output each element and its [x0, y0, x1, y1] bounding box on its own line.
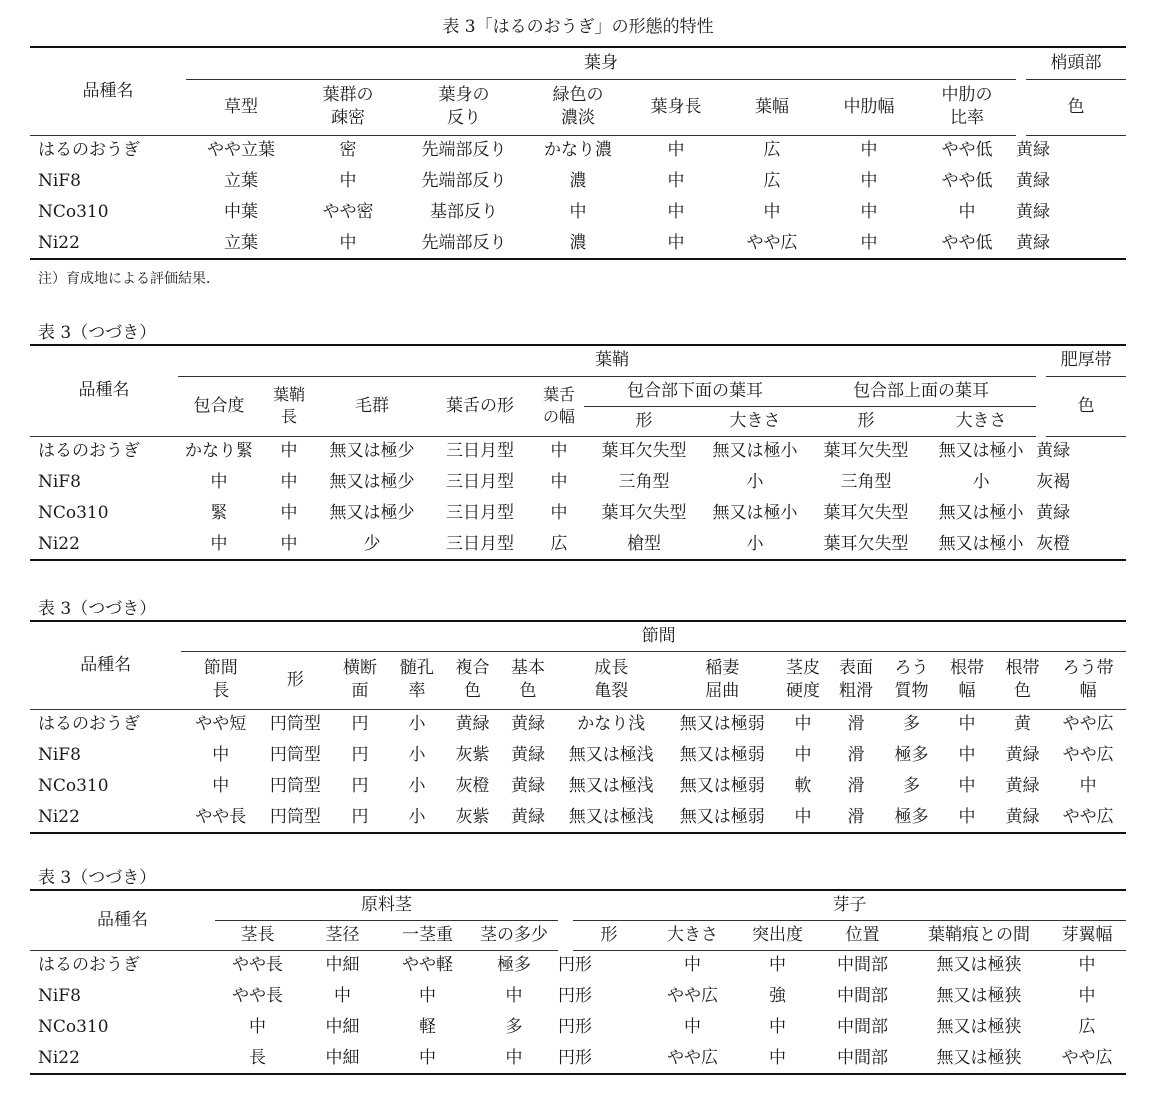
- table-cell: 黄緑: [995, 802, 1051, 833]
- variety-name: Ni22: [30, 529, 178, 560]
- table3-internode-traits: [30, 620, 1126, 834]
- table-cell: 黄緑: [1016, 171, 1050, 192]
- table-cell: 三日月型: [426, 529, 534, 560]
- column-header: [828, 651, 884, 709]
- table-cell: 先端部反り: [400, 228, 528, 259]
- table1-title: 表 3「はるのおうぎ」の形態的特性: [442, 17, 714, 37]
- column-header-line: 葉身の 反り: [438, 85, 490, 128]
- column-header: [995, 651, 1051, 709]
- table-cell: 中間部: [837, 955, 888, 976]
- column-header-line: ろう 質物: [894, 658, 929, 701]
- table-cell: 滑: [847, 776, 865, 797]
- column-header-line: 髄孔 率: [400, 658, 434, 701]
- table3-column-headers: [30, 651, 1126, 709]
- variety-name: NiF8: [38, 745, 81, 766]
- table-cell: 灰紫: [455, 745, 490, 766]
- table-row: [30, 467, 1126, 498]
- column-header-line: 緑色の 濃淡: [552, 85, 604, 128]
- table-cell: やや広: [1062, 745, 1114, 766]
- table-cell: 中: [178, 529, 260, 560]
- table-cell: 中: [470, 1043, 558, 1074]
- table-cell: 小: [389, 802, 445, 833]
- column-header: 一茎重: [385, 920, 470, 950]
- table-cell: 黄緑: [455, 714, 490, 735]
- name-header: 品種名: [30, 890, 215, 950]
- column-header: 大きさ: [704, 406, 806, 436]
- table-cell: 三日月型: [446, 441, 514, 462]
- table-cell: 小: [408, 776, 426, 797]
- table-cell: 無又は極小: [926, 529, 1036, 560]
- table-cell: 中: [249, 1017, 266, 1038]
- group-header-bud: 芽子: [573, 890, 1126, 920]
- table-cell: 中: [339, 171, 357, 192]
- table-cell: やや低: [941, 171, 993, 192]
- table-cell: 円: [351, 714, 369, 735]
- table-cell: 中: [860, 140, 878, 161]
- table1-note: 注）育成地による評価結果．: [38, 271, 220, 287]
- table-cell: やや広: [1062, 714, 1114, 735]
- column-header: 色: [1046, 376, 1126, 436]
- table-cell: 中: [260, 529, 318, 560]
- table-cell: 多: [902, 714, 920, 735]
- table-cell: 中: [958, 745, 976, 766]
- table-cell: 無又は極小: [712, 503, 798, 524]
- table-cell: 緊: [210, 503, 228, 524]
- table-cell: 中: [667, 140, 685, 161]
- table-cell: 無又は極弱: [679, 714, 765, 735]
- table-cell: 無又は極浅: [568, 745, 654, 766]
- table-cell: 立葉: [186, 228, 296, 259]
- table-cell: 広: [763, 171, 781, 192]
- column-header: [884, 651, 940, 709]
- column-header-line: 葉舌 の幅: [542, 385, 575, 426]
- table-cell: 先端部反り: [421, 171, 507, 192]
- column-header: 大きさ: [926, 406, 1036, 436]
- column-header: 葉舌の形: [426, 376, 534, 436]
- table3-title: 表 3（つづき）: [38, 599, 157, 619]
- table-cell: 中: [1079, 776, 1097, 797]
- table-cell: 中: [280, 441, 298, 462]
- table-cell: 無又は極浅: [556, 802, 667, 833]
- table4-body: [30, 950, 1126, 1074]
- table-cell: 中: [794, 745, 812, 766]
- variety-name: はるのおうぎ: [38, 955, 140, 976]
- column-header: [939, 651, 995, 709]
- column-header-line: 根帯 色: [1005, 658, 1040, 701]
- table-cell: 濃: [528, 228, 628, 259]
- variety-name: NiF8: [38, 171, 81, 192]
- table-cell: 中: [794, 714, 812, 735]
- table-cell: 葉耳欠失型: [806, 529, 926, 560]
- variety-name: NCo310: [38, 503, 109, 524]
- group-header-thick-band: 肥厚帯: [1046, 345, 1126, 376]
- table-cell: 無又は極弱: [667, 802, 778, 833]
- table-cell: 円筒型: [269, 714, 321, 735]
- table-cell: 葉耳欠失型: [823, 441, 909, 462]
- table-cell: 中: [740, 1043, 815, 1074]
- table-cell: 中: [1078, 986, 1096, 1007]
- column-header: [389, 651, 445, 709]
- subgroup-upper-auricle: 包合部上面の葉耳: [806, 376, 1036, 406]
- table-cell: 円形: [558, 1043, 573, 1074]
- table-cell: かなり濃: [544, 140, 612, 161]
- table-cell: 黄緑: [511, 745, 545, 766]
- table-cell: 無又は極弱: [679, 776, 765, 797]
- column-header: 葉身長: [628, 79, 724, 135]
- table-cell: 黄緑: [511, 776, 545, 797]
- table-cell: 少: [318, 529, 426, 560]
- variety-name: Ni22: [30, 802, 181, 833]
- column-header-line: ろう帯 幅: [1062, 658, 1114, 701]
- table-cell: 広: [1078, 1017, 1096, 1038]
- column-header-line: 茎皮 硬度: [785, 658, 820, 701]
- table-cell: 中: [667, 202, 685, 223]
- table-cell: やや広: [645, 1043, 740, 1074]
- table-row: [30, 740, 1126, 771]
- column-header: [918, 79, 1016, 135]
- column-header-line: 基本 色: [511, 658, 545, 701]
- name-header: 品種名: [30, 345, 178, 436]
- group-header-raw-stalk: 原料茎: [215, 890, 558, 920]
- table-cell: 中: [212, 745, 230, 766]
- table-cell: かなり緊: [185, 441, 253, 462]
- table-cell: 黄緑: [1016, 202, 1050, 223]
- table-cell: 中: [550, 441, 568, 462]
- table-cell: 基部反り: [430, 202, 498, 223]
- table-cell: 中: [385, 1043, 470, 1074]
- column-header-line: 節間 長: [203, 658, 238, 701]
- column-header: 草型: [186, 79, 296, 135]
- table-cell: 円形: [558, 1017, 592, 1038]
- group-header-internode: 節間: [181, 621, 1126, 651]
- table-cell: 中: [280, 503, 298, 524]
- table-cell: 中細: [300, 1043, 385, 1074]
- table-cell: 中間部: [815, 1043, 910, 1074]
- table-cell: 極多: [894, 745, 929, 766]
- table-cell: 滑: [828, 802, 884, 833]
- table-cell: 無又は極狭: [936, 1017, 1022, 1038]
- table-cell: 小: [408, 714, 426, 735]
- table-cell: 密: [339, 140, 357, 161]
- column-header: 茎長: [215, 920, 300, 950]
- table1-leaf-traits: [30, 46, 1126, 260]
- table-cell: 立葉: [224, 171, 258, 192]
- table-row: [30, 950, 1126, 981]
- table-cell: 灰紫: [445, 802, 501, 833]
- table-cell: 中葉: [224, 202, 258, 223]
- table-cell: 広: [763, 140, 781, 161]
- table-cell: 小: [746, 472, 764, 493]
- table-cell: 黄緑: [1005, 745, 1040, 766]
- table-cell: 中: [958, 776, 976, 797]
- table-cell: 中: [212, 776, 230, 797]
- column-header-line: 根帯 幅: [949, 658, 984, 701]
- column-header-line: 中肋の 比率: [941, 85, 993, 128]
- table-cell: 円筒型: [269, 776, 321, 797]
- table-cell: やや短: [195, 714, 247, 735]
- variety-name: はるのおうぎ: [38, 140, 140, 161]
- table-cell: 中: [820, 228, 918, 259]
- table-cell: 中: [769, 1017, 786, 1038]
- variety-name: NCo310: [38, 776, 109, 797]
- variety-name: NiF8: [38, 986, 81, 1007]
- table-cell: 中: [939, 802, 995, 833]
- column-header: [331, 651, 390, 709]
- table-cell: やや密: [322, 202, 374, 223]
- table-cell: 円: [351, 776, 369, 797]
- table-cell: 中: [419, 986, 436, 1007]
- table-cell: 黄緑: [500, 802, 556, 833]
- column-header: [667, 651, 778, 709]
- column-header: 毛群: [318, 376, 426, 436]
- column-header: [556, 651, 667, 709]
- table-cell: 無又は極少: [329, 441, 415, 462]
- table-cell: 中: [860, 202, 878, 223]
- subgroup-lower-auricle: 包合部下面の葉耳: [584, 376, 806, 406]
- table-cell: 三角型: [840, 472, 892, 493]
- table-cell: 葉耳欠失型: [601, 503, 687, 524]
- table-cell: 中間部: [837, 1017, 888, 1038]
- column-header: 突出度: [740, 920, 815, 950]
- column-header: [260, 651, 331, 709]
- table-cell: 中: [778, 802, 828, 833]
- table-cell: やや長: [181, 802, 260, 833]
- variety-name: Ni22: [30, 1043, 215, 1074]
- table-cell: 先端部反り: [421, 140, 507, 161]
- column-header: 大きさ: [645, 920, 740, 950]
- table-cell: やや低: [918, 228, 1016, 259]
- table-row: [30, 529, 1126, 560]
- table-cell: 無又は極少: [329, 472, 415, 493]
- table-cell: 無又は極浅: [568, 776, 654, 797]
- table-cell: 葉耳欠失型: [823, 503, 909, 524]
- table-cell: 長: [215, 1043, 300, 1074]
- table-cell: やや立葉: [207, 140, 275, 161]
- table-row: [30, 1043, 1126, 1074]
- table-cell: 中: [210, 472, 228, 493]
- table-cell: やや長: [232, 986, 283, 1007]
- table-cell: 中: [628, 228, 724, 259]
- table-cell: 円形: [558, 986, 592, 1007]
- table-cell: 中: [569, 202, 587, 223]
- table2-sheath-traits: [30, 344, 1126, 561]
- column-header: [260, 376, 318, 436]
- table-cell: 灰橙: [1036, 529, 1046, 560]
- table4-stalk-bud-traits: [30, 889, 1126, 1075]
- name-header: 品種名: [30, 621, 181, 709]
- group-header-leaf-sheath: 葉鞘: [178, 345, 1036, 376]
- column-header: 形: [806, 406, 926, 436]
- column-header: [1050, 651, 1126, 709]
- name-header: 品種名: [30, 47, 186, 135]
- table-cell: 小: [408, 745, 426, 766]
- table-row: [30, 981, 1126, 1012]
- table-cell: 小: [972, 472, 990, 493]
- variety-name: はるのおうぎ: [38, 714, 140, 735]
- column-header-line: 葉鞘 長: [272, 385, 305, 426]
- table-cell: 強: [769, 986, 786, 1007]
- table-cell: 多: [505, 1017, 523, 1038]
- table-cell: 三日月型: [446, 503, 514, 524]
- table-cell: 中: [684, 1017, 701, 1038]
- table-cell: 濃: [569, 171, 587, 192]
- column-header: [400, 79, 528, 135]
- table3-body: [30, 709, 1126, 833]
- table-cell: 中: [769, 955, 786, 976]
- variety-name: はるのおうぎ: [38, 441, 140, 462]
- table-cell: 中: [280, 472, 298, 493]
- table-cell: 無又は極弱: [679, 745, 765, 766]
- table-row: [30, 498, 1126, 529]
- column-header-line: 表面 粗滑: [838, 658, 873, 701]
- table-cell: 中: [296, 228, 400, 259]
- table-cell: 中間部: [837, 986, 888, 1007]
- table-row: [30, 709, 1126, 740]
- table-cell: 無又は極小: [938, 441, 1024, 462]
- table-cell: 円形: [558, 955, 592, 976]
- variety-name: NiF8: [38, 472, 81, 493]
- table-cell: 多: [902, 776, 920, 797]
- table-cell: 無又は極小: [712, 441, 798, 462]
- table4-title: 表 3（つづき）: [38, 868, 157, 888]
- table-cell: 三角型: [618, 472, 670, 493]
- table-cell: 円筒型: [269, 745, 321, 766]
- table-cell: やや広: [1048, 1043, 1126, 1074]
- group-header-leaf-blade: 葉身: [186, 47, 1016, 79]
- table-cell: 軟: [794, 776, 812, 797]
- column-header: [500, 651, 556, 709]
- table-cell: 中細: [325, 955, 360, 976]
- table-cell: 中細: [325, 1017, 360, 1038]
- column-header: 形: [573, 920, 645, 950]
- table-cell: 中: [860, 171, 878, 192]
- table-cell: 槍型: [584, 529, 704, 560]
- table-cell: 円: [351, 745, 369, 766]
- column-header: [181, 651, 260, 709]
- table-cell: 中: [1078, 955, 1096, 976]
- column-header: 茎の多少: [470, 920, 558, 950]
- table-cell: やや広: [724, 228, 820, 259]
- table-cell: 黄緑: [511, 714, 545, 735]
- table1-body: [30, 135, 1126, 259]
- table-cell: 無又は極狭: [910, 1043, 1048, 1074]
- column-header: 中肋幅: [820, 79, 918, 135]
- table-cell: 中: [550, 503, 568, 524]
- table-row: [30, 1012, 1126, 1043]
- table-cell: 黄: [1013, 714, 1031, 735]
- table-cell: 滑: [847, 714, 865, 735]
- table-row: [30, 802, 1126, 833]
- column-header: 色: [1026, 79, 1126, 135]
- table-cell: 広: [534, 529, 584, 560]
- column-header: [534, 376, 584, 436]
- table-cell: 三日月型: [446, 472, 514, 493]
- table-cell: 中: [505, 986, 523, 1007]
- table-cell: 滑: [847, 745, 865, 766]
- table-row: [30, 197, 1126, 228]
- column-header: [528, 79, 628, 135]
- variety-name: Ni22: [30, 228, 186, 259]
- table-cell: やや広: [667, 986, 718, 1007]
- table-cell: 小: [704, 529, 806, 560]
- table-cell: やや広: [1050, 802, 1126, 833]
- column-header: 位置: [815, 920, 910, 950]
- column-header: [296, 79, 400, 135]
- variety-name: NCo310: [38, 1017, 109, 1038]
- table-cell: 無又は極少: [329, 503, 415, 524]
- table-cell: 中: [667, 171, 685, 192]
- table-row: [30, 228, 1126, 259]
- table-cell: 無又は極小: [938, 503, 1024, 524]
- table-cell: 灰橙: [455, 776, 490, 797]
- table2-title: 表 3（つづき）: [38, 323, 157, 343]
- table-cell: 中: [763, 202, 781, 223]
- column-header-line: 稲妻 屈曲: [705, 658, 740, 701]
- table-cell: 円筒型: [260, 802, 331, 833]
- table-row: [30, 135, 1126, 166]
- column-header: 形: [584, 406, 704, 436]
- table-cell: 黄緑: [1016, 228, 1026, 259]
- table-cell: 無又は極狭: [936, 986, 1022, 1007]
- table-cell: 中: [684, 955, 701, 976]
- table-cell: 無又は極狭: [936, 955, 1022, 976]
- table-cell: 黄緑: [1005, 776, 1040, 797]
- table-cell: 中: [550, 472, 568, 493]
- column-header-line: 横断 面: [342, 658, 377, 701]
- variety-name: NCo310: [38, 202, 109, 223]
- column-header-line: 成長 亀裂: [594, 658, 629, 701]
- column-header-line: 複合 色: [455, 658, 490, 701]
- column-header: 包合度: [178, 376, 260, 436]
- table-cell: 中: [334, 986, 351, 1007]
- table-cell: 軽: [419, 1017, 436, 1038]
- table-row: [30, 166, 1126, 197]
- table-cell: 灰褐: [1036, 472, 1071, 493]
- column-header: [445, 651, 501, 709]
- column-header-line: 形: [286, 669, 304, 690]
- column-header: 葉鞘痕との間: [910, 920, 1048, 950]
- table2-body: [30, 436, 1126, 560]
- table-cell: 葉耳欠失型: [601, 441, 687, 462]
- column-header: [778, 651, 828, 709]
- column-header: 葉幅: [724, 79, 820, 135]
- table-cell: やや低: [941, 140, 993, 161]
- table-cell: 黄緑: [1016, 140, 1050, 161]
- table-cell: 中: [958, 714, 976, 735]
- group-header-top-part: 梢頭部: [1026, 47, 1126, 79]
- table-cell: 極多: [884, 802, 940, 833]
- table-cell: かなり浅: [577, 714, 646, 735]
- table-row: [30, 436, 1126, 467]
- column-header: 茎径: [300, 920, 385, 950]
- table-cell: 黄緑: [1036, 441, 1071, 462]
- table-cell: 中: [958, 202, 976, 223]
- column-header: 芽翼幅: [1048, 920, 1126, 950]
- column-header-line: 葉群の 疎密: [322, 85, 374, 128]
- table-cell: 円: [331, 802, 390, 833]
- table-row: [30, 771, 1126, 802]
- table-cell: 黄緑: [1036, 503, 1071, 524]
- table-cell: やや長: [232, 955, 283, 976]
- table-cell: 極多: [497, 955, 531, 976]
- table-cell: やや軽: [402, 955, 453, 976]
